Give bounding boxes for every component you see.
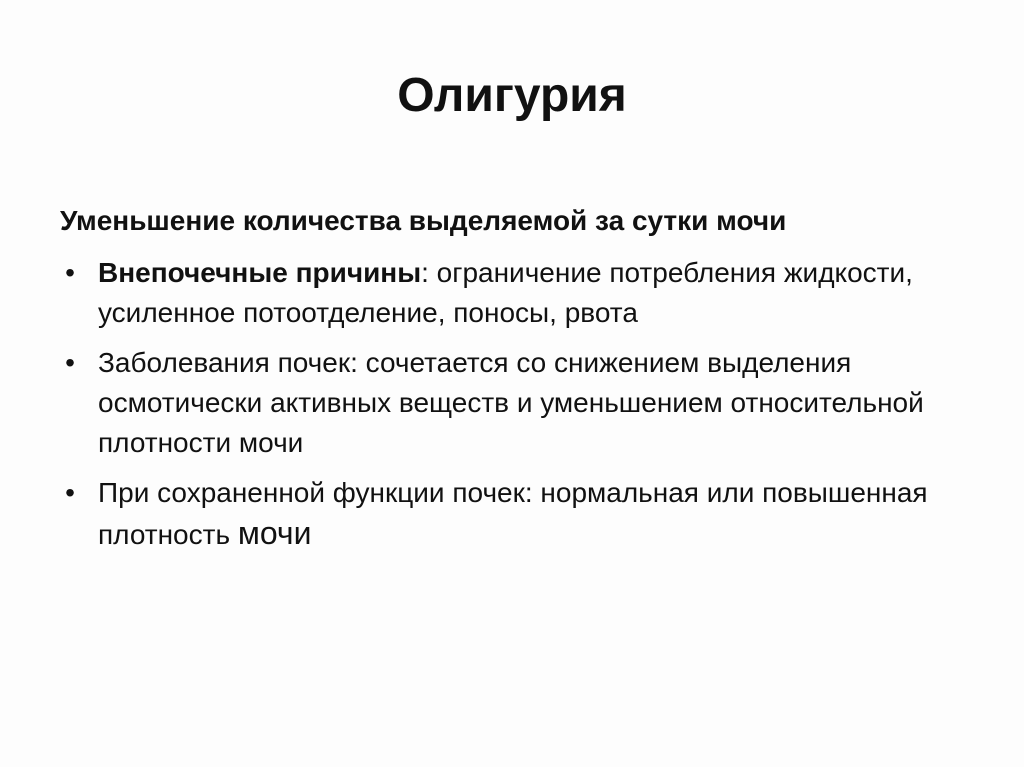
- bullet-list: [60, 253, 980, 565]
- bullet-text: Заболевания почек: сочетается со снижением выделения осмотически активных веществ и уменьшением относительной плотности мочи: [98, 347, 924, 458]
- bullet-bold-label: Внепочечные причины: [98, 257, 422, 288]
- bullet-item-extrarenal: [60, 253, 980, 333]
- bullet-item-preserved-function: [60, 473, 980, 555]
- bullet-item-kidney-disease: [60, 343, 980, 463]
- bullet-text: При сохраненной функции почек: нормальная или повышенная плотность: [98, 477, 928, 550]
- bullet-dot: •: [65, 477, 75, 508]
- bullet-dot: •: [65, 257, 75, 288]
- bullet-dot: •: [65, 347, 75, 378]
- slide-subtitle: Уменьшение количества выделяемой за сутки мочи: [60, 205, 787, 236]
- bullet-text: : ограничение потребления жидкости, усиленное потоотделение, поносы, рвота: [98, 257, 913, 328]
- bullet-last-word: мочи: [237, 515, 312, 551]
- slide-title: Олигурия: [397, 69, 627, 122]
